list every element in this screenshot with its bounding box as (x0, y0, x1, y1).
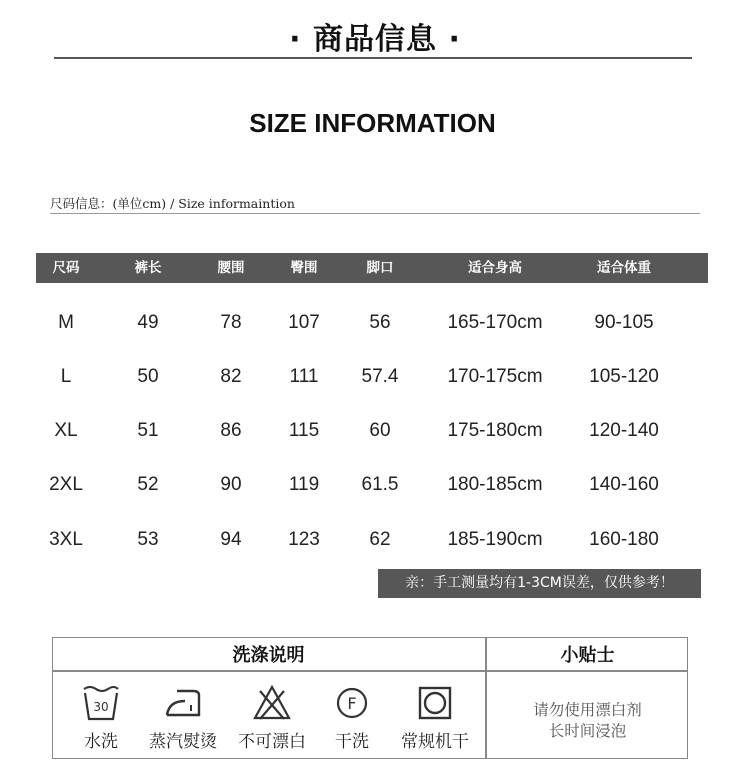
table-cell: 160-180 (589, 529, 659, 550)
tips-text (487, 700, 688, 742)
table-cell: 61.5 (361, 474, 399, 495)
table-cell: 86 (220, 420, 242, 441)
column-header-height: 适合身高 (468, 260, 522, 276)
table-cell: 107 (288, 312, 320, 333)
column-header-length: 裤长 (134, 260, 162, 276)
measurement-note: 亲：手工测量均有1-3CM误差，仅供参考！ (378, 569, 701, 598)
column-header-waist: 腰围 (217, 260, 245, 276)
care-label-dry-clean: 干洗 (335, 732, 369, 752)
size-subtitle: 尺码信息：(单位cm) / Size informaintion (50, 196, 295, 211)
table-cell: 119 (288, 474, 320, 495)
table-cell: 140-160 (589, 474, 659, 495)
iron-icon (163, 683, 203, 723)
table-cell: M (58, 312, 74, 333)
no-bleach-icon (252, 683, 292, 723)
table-cell: 56 (369, 312, 391, 333)
title-divider (54, 57, 692, 59)
table-cell: 120-140 (589, 420, 659, 441)
column-header-hip: 臀围 (290, 260, 318, 276)
table-cell: 51 (137, 420, 159, 441)
care-title: 洗涤说明 (232, 645, 305, 666)
table-cell: 115 (288, 420, 320, 441)
table-cell: 57.4 (361, 366, 399, 387)
table-cell: 60 (369, 420, 391, 441)
subtitle-divider (50, 213, 700, 214)
table-cell: 90-105 (594, 312, 654, 333)
table-cell: L (60, 366, 72, 387)
table-cell: 105-120 (589, 366, 659, 387)
care-label-no-bleach: 不可漂白 (238, 732, 306, 752)
column-header-weight: 适合体重 (597, 260, 651, 276)
table-cell: 94 (220, 529, 242, 550)
table-cell: 180-185cm (447, 474, 543, 495)
table-cell: 185-190cm (447, 529, 543, 550)
wash-30-icon (81, 683, 121, 723)
column-header-size: 尺码 (52, 260, 80, 276)
table-cell: 165-170cm (447, 312, 543, 333)
dry-clean-letter: F (347, 694, 357, 713)
table-cell: 90 (220, 474, 242, 495)
table-cell: 52 (137, 474, 159, 495)
table-cell: 82 (220, 366, 242, 387)
table-cell: 123 (288, 529, 320, 550)
dry-clean-f-icon (332, 683, 372, 723)
tumble-dry-icon (415, 683, 455, 723)
care-label-tumble-dry: 常规机干 (401, 732, 469, 752)
tips-title: 小贴士 (560, 645, 615, 666)
column-header-leg-opening: 脚口 (366, 260, 394, 276)
table-cell: 175-180cm (447, 420, 543, 441)
size-heading: SIZE INFORMATION (249, 108, 496, 138)
tips-line: 长时间浸泡 (548, 722, 627, 740)
table-cell: 111 (289, 366, 319, 387)
care-divider-horizontal (52, 670, 688, 672)
table-cell: 170-175cm (447, 366, 543, 387)
care-label-wash: 水洗 (84, 732, 118, 752)
care-label-iron: 蒸汽熨烫 (149, 732, 217, 752)
table-cell: 78 (220, 312, 242, 333)
table-cell: 2XL (49, 474, 83, 495)
table-cell: 50 (137, 366, 159, 387)
table-cell: 3XL (49, 529, 83, 550)
table-cell: 49 (137, 312, 159, 333)
size-table-header (36, 253, 708, 283)
wash-temperature: 30 (93, 700, 109, 714)
table-cell: 62 (369, 529, 391, 550)
table-cell: XL (54, 420, 78, 441)
table-cell: 53 (137, 529, 159, 550)
page-title: · 商品信息 · (289, 22, 461, 57)
tips-line: 请勿使用漂白剂 (533, 701, 642, 719)
